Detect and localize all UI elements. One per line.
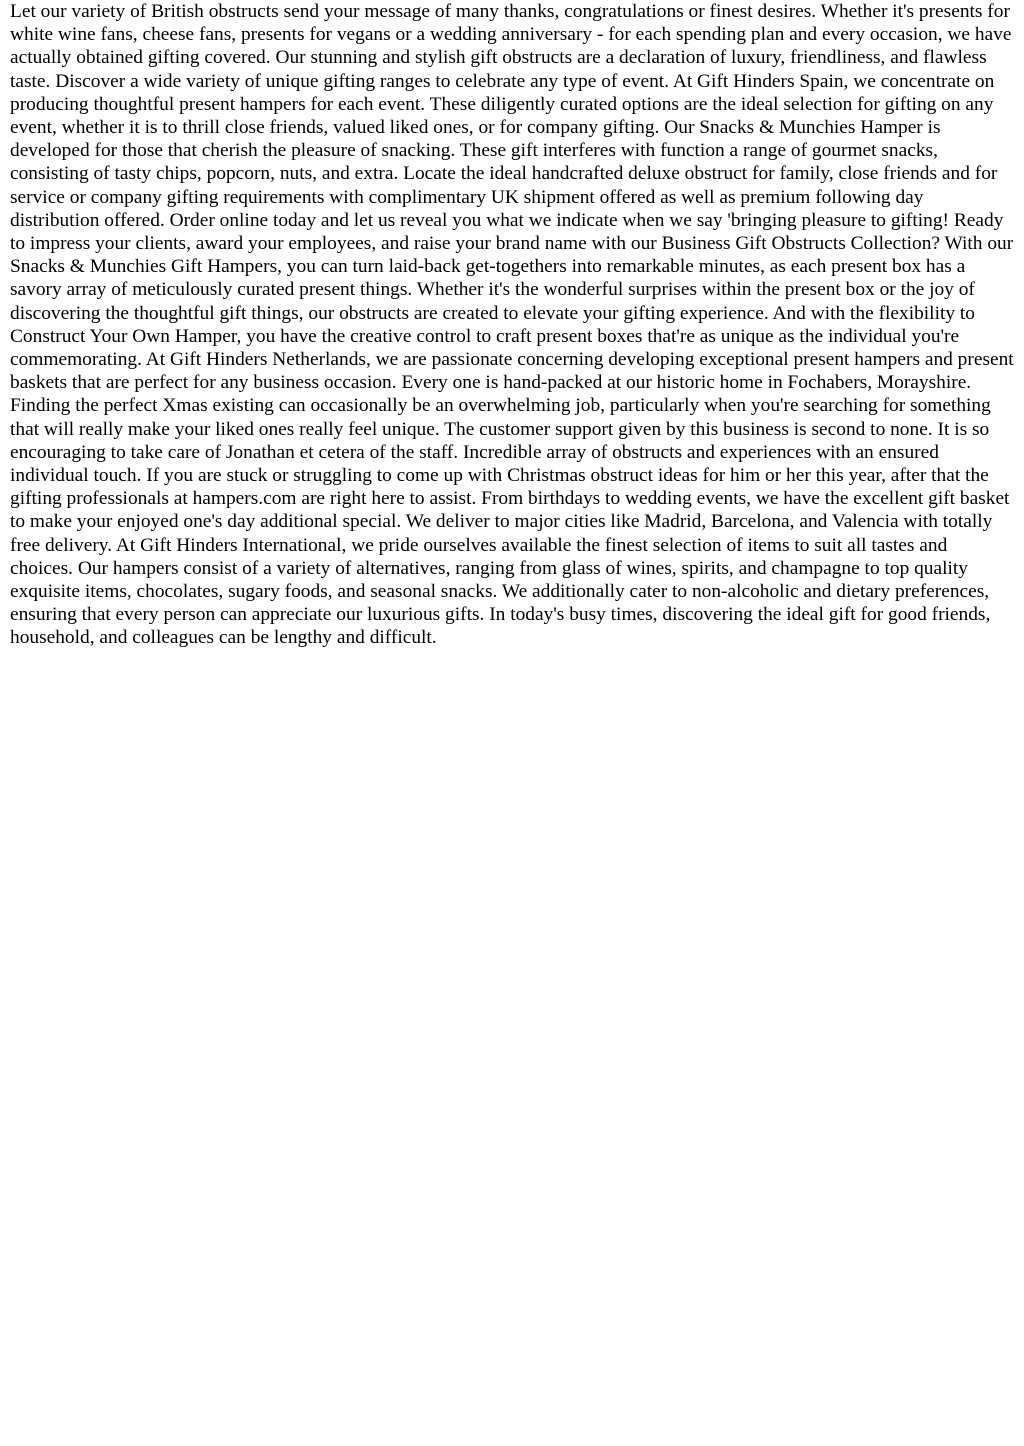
body-paragraph: Let our variety of British obstructs send your message of many thanks, congratulations or finest desires. Whether it's presents for white wine fans, cheese fans, presents for vegans or a wedding anniversary - for each spending plan and every occasion, we have actually obtained gifting covered. Our stunning and stylish gift obstructs are a declaration of luxury, friendliness, and flawless taste. Discover a wide variety of unique gifting ranges to celebrate any type of event. At Gift Hinders Spain, we concentrate on producing thoughtful present hampers for each event. These diligently curated options are the ideal selection for gifting on any event, whether it is to thrill close friends, valued liked ones, or for company gifting. Our Snacks & Munchies Hamper is developed for those that cherish the pleasure of snacking. These gift interferes with function a range of gourmet snacks, consisting of tasty chips, popcorn, nuts, and extra. Locate the ideal handcrafted deluxe obstruct for family, close friends and for service or company gifting requirements with complimentary UK shipment offered as well as premium following day distribution offered. Order online today and let us reveal you what we indicate when we say 'bringing pleasure to gifting! Ready to impress your clients, award your employees, and raise your brand name with our Business Gift Obstructs Collection? With our Snacks & Munchies Gift Hampers, you can turn laid-back get-togethers into remarkable minutes, as each present box has a savory array of meticulously curated present things. Whether it's the wonderful surprises within the present box or the joy of discovering the thoughtful gift things, our obstructs are created to elevate your gifting experience. And with the flexibility to Construct Your Own Hamper, you have the creative control to craft present boxes that're as unique as the individual you're commemorating. At Gift Hinders Netherlands, we are passionate concerning developing exceptional present hampers and present baskets that are perfect for any business occasion. Every one is hand-packed at our historic home in Fochabers, Morayshire. Finding the perfect Xmas existing can occasionally be an overwhelming job, particularly when you're searching for something that will really make your liked ones really feel unique. The customer support given by this business is second to none. It is so encouraging to take care of Jonathan et cetera of the staff. Incredible array of obstructs and experiences with an ensured individual touch. If you are stuck or struggling to come up with Christmas obstruct ideas for him or her this year, after that the gifting professionals at hampers.com are right here to assist. From birthdays to wedding events, we have the excellent gift basket to make your enjoyed one's day additional special. We deliver to major cities like Madrid, Barcelona, and Valencia with totally free delivery. At Gift Hinders International, we pride ourselves available the finest selection of items to suit all tastes and choices. Our hampers consist of a variety of alternatives, ranging from glass of wines, spirits, and champagne to top quality exquisite items, chocolates, sugary foods, and seasonal snacks. We additionally cater to non-alcoholic and dietary preferences, ensuring that every person can appreciate our luxurious gifts. In today's busy times, discovering the ideal gift for good friends, household, and colleagues can be lengthy and difficult. (10, 1, 1014, 649)
